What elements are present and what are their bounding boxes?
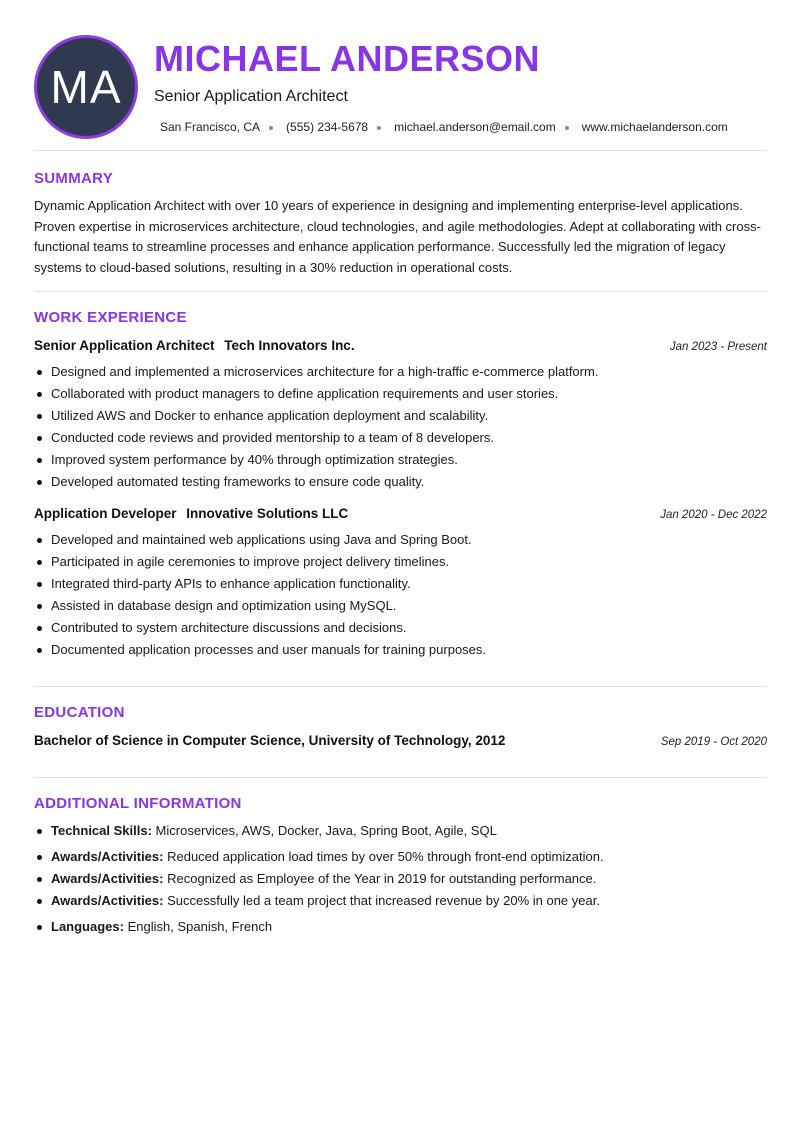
info-label: Awards/Activities: [51, 871, 164, 886]
job-header [34, 338, 767, 353]
info-value: Reduced application load times by over 50% through front-end optimization. [167, 849, 604, 864]
education-degree: Bachelor of Science in Computer Science, University of Technology, 2012 [34, 733, 506, 748]
job-company: Innovative Solutions LLC [186, 506, 349, 521]
info-label: Awards/Activities: [51, 893, 164, 908]
divider [34, 291, 767, 292]
info-value: Recognized as Employee of the Year in 2019 for outstanding performance. [167, 871, 597, 886]
job-company: Tech Innovators Inc. [224, 338, 355, 353]
job-dates: Jan 2023 - Present [669, 341, 767, 353]
education-entry [34, 733, 767, 748]
info-label: Awards/Activities: [51, 849, 164, 864]
list-item: Participated in agile ceremonies to improve project delivery timelines. [34, 551, 767, 573]
list-item [34, 916, 767, 938]
divider [34, 686, 767, 687]
list-item: Developed and maintained web applications using Java and Spring Boot. [34, 529, 767, 551]
list-item: Contributed to system architecture discussions and decisions. [34, 617, 767, 639]
additional-list [34, 820, 767, 938]
candidate-name: MICHAEL ANDERSON [154, 38, 541, 79]
contact-separator [269, 126, 273, 130]
contact-row [160, 120, 728, 134]
list-item: Assisted in database design and optimization using MySQL. [34, 595, 767, 617]
contact-location: San Francisco, CA [160, 120, 261, 134]
divider [34, 777, 767, 778]
job-header [34, 506, 767, 521]
avatar-initials: MA [50, 61, 122, 113]
list-item [34, 890, 767, 912]
education-dates: Sep 2019 - Oct 2020 [660, 736, 767, 748]
job-bullets [34, 361, 767, 493]
list-item: Integrated third-party APIs to enhance application functionality. [34, 573, 767, 595]
contact-separator [565, 126, 569, 130]
summary-text: Dynamic Application Architect with over 10 years of experience in designing and implementing enterprise-level applications. Proven expertise in microservices architecture, cloud technologies, and agile methodologies. Adept at collaborating with cross-functional teams to streamline processes and enhance application performance. Successfully led the migration of legacy systems to cloud-based solutions, resulting in a 30% reduction in operational costs. [34, 198, 761, 275]
info-value: English, Spanish, French [127, 919, 273, 934]
info-value: Successfully led a team project that increased revenue by 20% in one year. [167, 893, 600, 908]
info-label: Technical Skills: [51, 823, 152, 838]
candidate-title: Senior Application Architect [154, 88, 348, 105]
job-role-line [34, 506, 348, 521]
info-label: Languages: [51, 919, 124, 934]
contact-email[interactable]: michael.anderson@email.com [394, 120, 556, 134]
avatar [34, 35, 138, 139]
contact-phone: (555) 234-5678 [286, 120, 369, 134]
list-item: Designed and implemented a microservices architecture for a high-traffic e-commerce platform. [34, 361, 767, 383]
list-item [34, 868, 767, 890]
list-item: Collaborated with product managers to define application requirements and user stories. [34, 383, 767, 405]
list-item: Improved system performance by 40% through optimization strategies. [34, 449, 767, 471]
info-value: Microservices, AWS, Docker, Java, Spring Boot, Agile, SQL [155, 823, 497, 838]
list-item [34, 846, 767, 868]
list-item: Documented application processes and user manuals for training purposes. [34, 639, 767, 661]
job-role: Senior Application Architect [34, 338, 215, 353]
job-dates: Jan 2020 - Dec 2022 [660, 509, 767, 521]
job-role-line [34, 338, 355, 353]
education-heading: EDUCATION [34, 704, 125, 721]
list-item: Conducted code reviews and provided mentorship to a team of 8 developers. [34, 427, 767, 449]
list-item: Developed automated testing frameworks to ensure code quality. [34, 471, 767, 493]
contact-website[interactable]: www.michaelanderson.com [581, 120, 728, 134]
contact-separator [377, 126, 381, 130]
list-item [34, 820, 767, 842]
experience-heading: WORK EXPERIENCE [34, 309, 187, 326]
job-role: Application Developer [34, 506, 177, 521]
list-item: Utilized AWS and Docker to enhance application deployment and scalability. [34, 405, 767, 427]
additional-heading: ADDITIONAL INFORMATION [34, 795, 242, 812]
divider [34, 150, 767, 151]
summary-heading: SUMMARY [34, 170, 114, 187]
job-bullets [34, 529, 767, 661]
